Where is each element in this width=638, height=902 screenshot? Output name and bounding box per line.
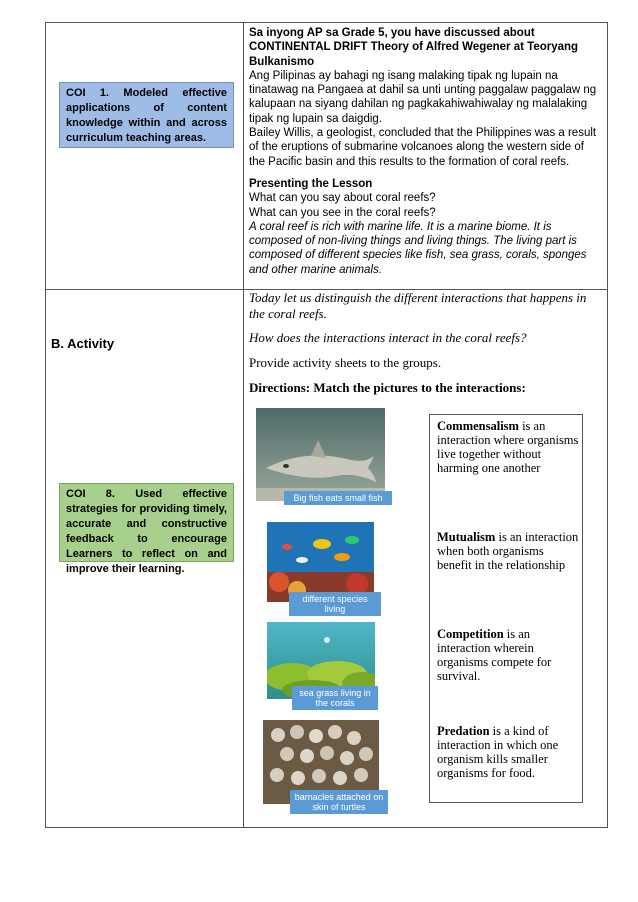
definition-competition <box>437 627 579 683</box>
picture-2-caption: different species living <box>289 592 381 616</box>
question-1: What can you say about coral reefs? <box>249 192 436 205</box>
activity-instruction: Provide activity sheets to the groups. <box>249 355 442 370</box>
activity-question: How does the interactions interact in the coral reefs? <box>249 330 527 345</box>
term-competition: Competition <box>437 627 504 641</box>
presenting-heading: Presenting the Lesson <box>249 177 373 190</box>
activity-label: B. Activity <box>51 336 115 351</box>
shark-photo <box>256 408 385 501</box>
definition-commensalism <box>437 419 579 475</box>
definition-mutualism <box>437 530 579 572</box>
text-commensalism: is an interaction where organisms live together without harming one another <box>437 419 579 475</box>
column-divider <box>243 22 244 828</box>
coral-reef-paragraph: A coral reef is rich with marine life. It is a marine biome. It is composed of non-living things and living things. The living part is composed of different species like fish, sea grass, corals, sponges and other marine animals. <box>249 220 587 276</box>
term-predation: Predation <box>437 724 490 738</box>
bailey-willis-paragraph: Bailey Willis, a geologist, concluded that the Philippines was a result of the eruptions of submarine volcanoes along the western side of the Pacific basin and this results to the formation of coral reefs. <box>249 127 597 168</box>
question-2: What can you see in the coral reefs? <box>249 206 436 219</box>
text-competition: is an interaction wherein organisms compete for survival. <box>437 627 552 683</box>
picture-1-caption: Big fish eats small fish <box>284 491 392 505</box>
definition-predation <box>437 724 579 780</box>
picture-4-caption: barnacles attached on skin of turtles <box>290 790 388 814</box>
term-commensalism: Commensalism <box>437 419 519 433</box>
reef-fish-photo <box>267 522 374 602</box>
term-mutualism: Mutualism <box>437 530 496 544</box>
picture-3-caption: sea grass living in the corals <box>292 686 378 710</box>
activity-directions: Directions: Match the pictures to the interactions: <box>249 380 526 395</box>
pangaea-paragraph: Ang Pilipinas ay bahagi ng isang malaking tipak ng lupain na tinatawag na Pangaea at dahil sa unti unting paggalaw paggalaw ng kalupaan na siyang dahilan ng pagkakahiwahiwalay ng malalaking tipak ng lupain sa daigdig. <box>249 69 597 125</box>
coi1-note: COI 1. Modeled effective applications of content knowledge within and across curriculum teaching areas. <box>59 82 234 148</box>
activity-intro: Today let us distinguish the different interactions that happens in the coral reefs. <box>249 290 587 321</box>
ap-heading: Sa inyong AP sa Grade 5, you have discussed about CONTINENTAL DRIFT Theory of Alfred Wegener at Teoryang Bulkanismo <box>249 27 579 68</box>
coi8-note: COI 8. Used effective strategies for providing timely, accurate and constructive feedback to encourage Learners to reflect on and improve their learning. <box>59 483 234 562</box>
text-predation: is a kind of interaction in which one organism kills smaller organisms for food. <box>437 724 559 780</box>
motivation-section <box>249 26 601 277</box>
text-mutualism: is an interaction when both organisms benefit in the relationship <box>437 530 579 572</box>
